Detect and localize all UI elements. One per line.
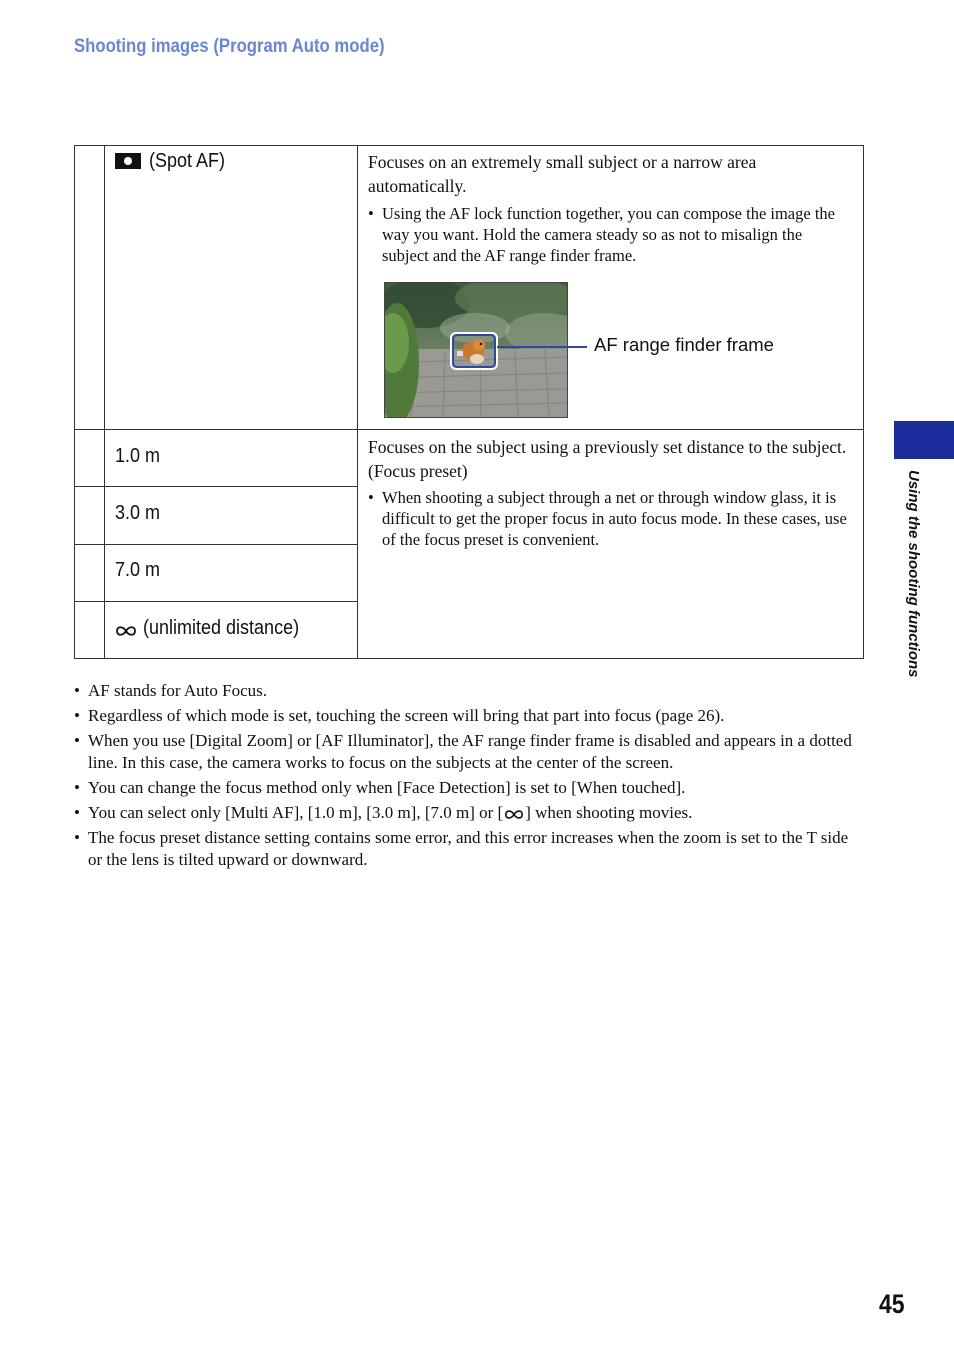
section-tab-marker — [894, 421, 954, 459]
note-item — [74, 802, 864, 824]
page-header: Shooting images (Program Auto mode) — [74, 36, 385, 57]
preset-description: Focuses on the subject using a previously set distance to the subject. (Focus preset) — [368, 437, 847, 481]
table-border-top — [74, 145, 864, 146]
table-border-left — [74, 145, 75, 659]
spot-af-description: Focuses on an extremely small subject or a narrow area automatically. — [368, 152, 757, 196]
table-rule — [74, 544, 357, 545]
table-rule — [74, 486, 357, 487]
note-item: • You can change the focus method only when [Face Detection] is set to [When touched]. — [74, 777, 864, 799]
af-range-finder-frame-label: AF range finder frame — [594, 334, 774, 355]
spot-af-icon — [115, 153, 141, 169]
table-border-right — [863, 145, 864, 659]
note-item: • Regardless of which mode is set, touching the screen will bring that part into focus (page 26). — [74, 705, 864, 727]
table-rule — [74, 429, 864, 430]
spot-af-label: (Spot AF) — [115, 150, 233, 173]
note-text-before: You can select only [Multi AF], [1.0 m], [3.0 m], [7.0 m] or [ — [88, 803, 504, 822]
note-item: • AF stands for Auto Focus. — [74, 680, 864, 702]
preset-row-3m: 3.0 m — [115, 502, 161, 524]
table-rule — [357, 145, 358, 659]
note-text-after: ] when shooting movies. — [525, 803, 693, 822]
table-rule — [74, 601, 357, 602]
photo-illustration — [385, 283, 567, 417]
note-item: • The focus preset distance setting contains some error, and this error increases when the zoom is set to the T side or the lens is tilted upward or downward. — [74, 827, 864, 871]
section-tab-label: Using the shooting functions — [905, 470, 922, 678]
table-border-bottom — [74, 658, 864, 659]
infinity-icon — [115, 625, 137, 637]
table-rule — [104, 145, 105, 659]
infinity-icon — [504, 809, 524, 820]
spot-af-example-photo — [384, 282, 568, 418]
note-item: • When you use [Digital Zoom] or [AF Illuminator], the AF range finder frame is disabled and appears in a dotted line. In this case, the camera works to focus on the subjects at the center of the screen. — [74, 730, 864, 774]
af-frame-leader-line — [497, 346, 587, 348]
preset-row-unlimited: (unlimited distance) — [115, 617, 316, 640]
preset-row-1m: 1.0 m — [115, 445, 161, 467]
spot-af-bullet: • Using the AF lock function together, you can compose the image the way you want. Hold the camera steady so as not to misalign the subject and the AF range finder frame. — [368, 203, 852, 266]
page-number: 45 — [879, 1289, 905, 1319]
preset-bullet: • When shooting a subject through a net or through window glass, it is difficult to get the proper focus in auto focus mode. In these cases, use of the focus preset is convenient. — [368, 487, 862, 550]
preset-row-7m: 7.0 m — [115, 559, 161, 581]
notes-list — [74, 680, 864, 874]
